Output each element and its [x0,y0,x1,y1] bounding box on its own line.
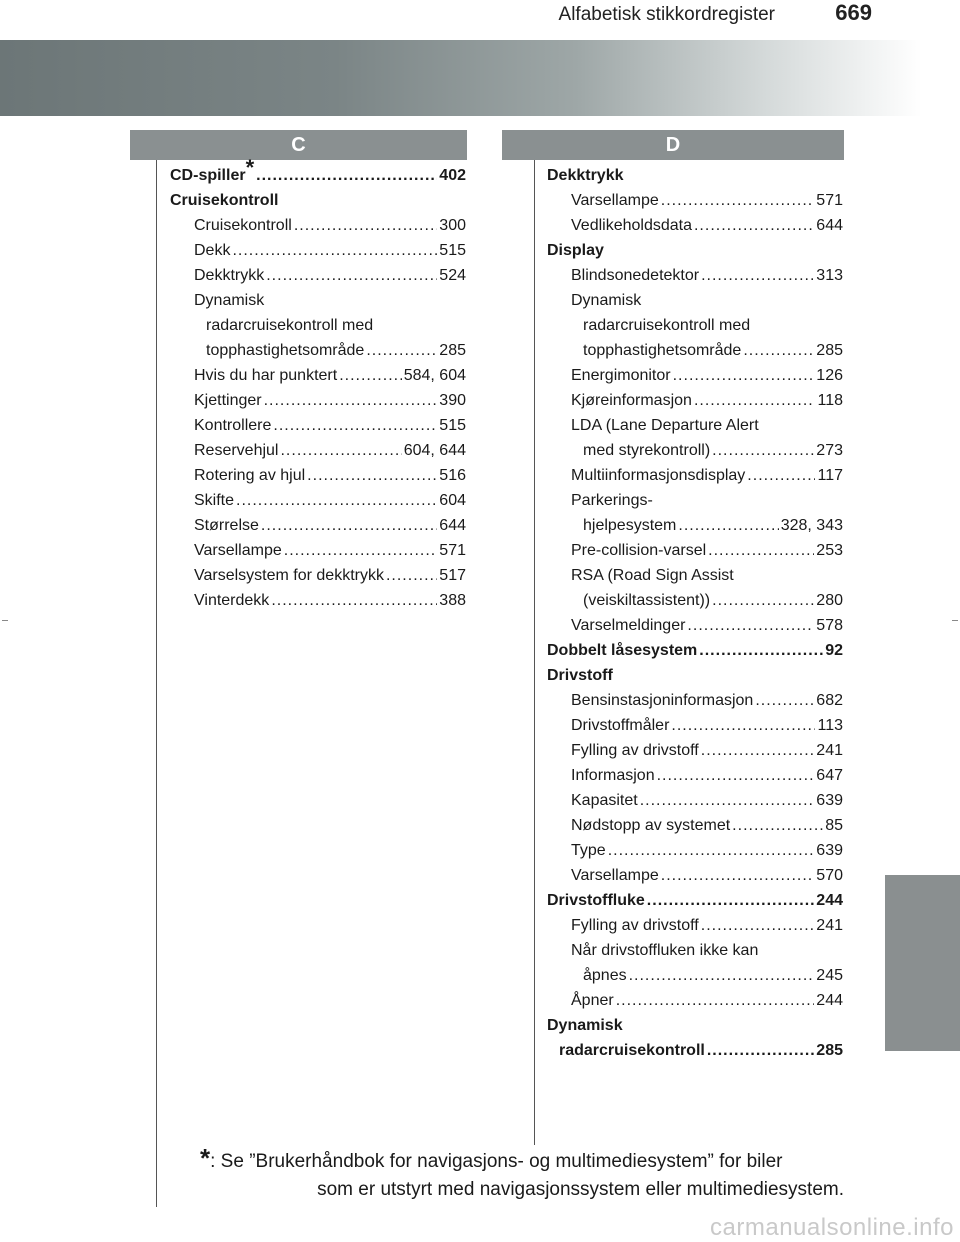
leader-dots [755,688,814,713]
index-entry-page: 285 [816,1042,843,1059]
section-thumb-tab [885,875,960,1051]
leader-dots [386,563,437,588]
index-entry-text: Parkerings- [571,492,653,509]
index-entry [170,438,466,463]
leader-dots [743,338,814,363]
header-band [0,40,960,116]
index-entry [547,313,843,338]
watermark: carmanualsonline.info [710,1214,954,1241]
index-entry [547,788,843,813]
leader-dots [284,538,438,563]
index-entry [547,438,843,463]
index-entry-page: 118 [817,392,843,409]
index-entry-text: Dekktrykk [194,267,265,284]
index-entry [547,563,843,588]
index-entry [170,463,466,488]
index-column-c [170,154,466,613]
index-entry [547,288,843,313]
leader-dots [707,1038,814,1063]
index-entry-text: Drivstoffmåler [571,717,670,734]
footnote-line-1 [200,1144,844,1176]
column-heading-d: D [502,130,844,160]
index-entry-text: topphastighetsområde [583,342,742,359]
leader-dots [701,913,815,938]
footnote-mark: * [200,1143,211,1173]
index-entry [547,863,843,888]
index-entry-page: 604 [439,492,466,509]
index-entry-text: Skifte [194,492,235,509]
index-entry-text: Vedlikeholdsdata [571,217,692,234]
column-rule-c [156,160,157,1207]
index-entry-page: 285 [816,342,843,359]
index-entry [170,538,466,563]
index-entry [547,838,843,863]
index-entry [547,663,843,688]
index-entry [547,938,843,963]
index-entry-text: Når drivstoffluken ikke kan [571,942,759,959]
index-entry-page: 515 [439,417,466,434]
index-entry-text: Dekk [194,242,231,259]
index-entry [547,688,843,713]
index-entry-text: Kapasitet [571,792,638,809]
index-entry-page: 253 [816,542,843,559]
index-entry [547,963,843,988]
leader-dots [266,263,437,288]
index-entry [170,513,466,538]
index-entry-page: 644 [439,517,466,534]
index-entry [547,638,843,663]
index-entry-page: 402 [439,167,466,184]
index-entry-page: 390 [439,392,466,409]
index-entry-text: Kjøreinformasjon [571,392,692,409]
index-entry-page: 245 [816,967,843,984]
leader-dots [694,388,816,413]
leader-dots [687,613,814,638]
index-entry-text: Display [547,242,604,259]
index-entry-page: 516 [439,467,466,484]
leader-dots [280,438,401,463]
index-entry-text: Fylling av drivstoff [571,742,699,759]
leader-dots [732,813,823,838]
index-entry-text: RSA (Road Sign Assist [571,567,734,584]
index-entry-page: 571 [439,542,466,559]
leader-dots [657,763,815,788]
index-entry-page: 524 [439,267,466,284]
column-rule-d [534,160,535,1145]
index-entry [547,488,843,513]
index-entry [547,988,843,1013]
index-entry-text: Varselmeldinger [571,617,686,634]
leader-dots [661,863,815,888]
footnote-text-1: : Se ”Brukerhåndbok for navigasjons- og multimediesystem” for biler [210,1151,783,1172]
page-header-title: Alfabetisk stikkordregister [558,4,775,25]
index-entry-text: Dynamisk [194,292,265,309]
index-entry [547,738,843,763]
margin-tick-left [2,620,8,621]
footnote-reference: * [245,154,255,180]
index-entry [170,263,466,288]
index-entry-text: LDA (Lane Departure Alert [571,417,759,434]
index-entry-page: 517 [439,567,466,584]
index-entry-text: Dynamisk [571,292,642,309]
index-entry-page: 639 [816,792,843,809]
index-entry [547,213,843,238]
index-entry [170,338,466,363]
leader-dots [232,238,437,263]
leader-dots [640,788,815,813]
index-entry-page: 117 [817,467,843,484]
top-bar [0,0,960,32]
index-entry [170,388,466,413]
index-entry [170,313,466,338]
index-entry-text: Varselsystem for dekktrykk [194,567,384,584]
footnote [200,1144,844,1204]
index-entry [170,563,466,588]
index-entry-text: Hvis du har punktert [194,367,338,384]
index-entry-text: Vinterdekk [194,592,270,609]
page-number: 669 [835,0,872,25]
index-entry [547,413,843,438]
index-entry-text: Informasjon [571,767,655,784]
index-entry-text: Cruisekontroll [194,217,292,234]
index-entry [170,588,466,613]
index-entry-page: 388 [439,592,466,609]
index-entry [547,888,843,913]
index-column-d [547,163,843,1063]
index-entry [547,713,843,738]
index-entry-text: CD-spiller* [170,154,255,184]
index-entry-page: 515 [439,242,466,259]
index-entry-text: (veiskiltassistent)) [583,592,711,609]
leader-dots [673,363,815,388]
index-entry-text: Blindsonedetektor [571,267,700,284]
index-entry-page: 644 [816,217,843,234]
index-entry-page: 570 [816,867,843,884]
index-entry-page: 126 [816,367,843,384]
margin-tick-right [952,620,958,621]
index-entry [547,263,843,288]
leader-dots [747,463,815,488]
index-entry [547,338,843,363]
leader-dots [256,163,437,188]
index-entry [547,463,843,488]
index-entry-page: 578 [816,617,843,634]
leader-dots [678,513,778,538]
index-entry [547,1038,843,1063]
index-entry-text: Reservehjul [194,442,279,459]
index-entry [547,613,843,638]
index-entry-page: 241 [816,917,843,934]
index-entry-text: Størrelse [194,517,259,534]
leader-dots [708,538,814,563]
index-entry-page: 584, 604 [403,367,466,384]
leader-dots [671,713,815,738]
index-entry-page: 300 [439,217,466,234]
index-entry-page: 244 [816,992,843,1009]
index-entry-page: 280 [816,592,843,609]
index-entry-text: Varsellampe [194,542,282,559]
index-entry [170,213,466,238]
leader-dots [661,188,815,213]
index-entry-text: Type [571,842,606,859]
leader-dots [339,363,402,388]
index-entry-text: Dynamisk [547,1017,623,1034]
index-entry [170,238,466,263]
index-entry [547,363,843,388]
index-entry [170,413,466,438]
index-entry [547,163,843,188]
index-entry-text: med styrekontroll) [583,442,711,459]
index-entry-page: 273 [816,442,843,459]
index-entry-page: 647 [816,767,843,784]
leader-dots [629,963,815,988]
index-entry-text: hjelpesystem [583,517,677,534]
leader-dots [694,213,814,238]
index-entry-page: 85 [825,817,843,834]
index-entry-text: Cruisekontroll [170,192,279,209]
index-entry-page: 604, 644 [403,442,466,459]
leader-dots [616,988,815,1013]
index-entry-text: Kjettinger [194,392,262,409]
leader-dots [647,888,815,913]
leader-dots [608,838,815,863]
index-entry [170,154,466,188]
footnote-line-2: som er utstyrt med navigasjonssystem eller multimediesystem. [317,1179,844,1200]
index-entry [547,388,843,413]
index-entry-text: Bensinstasjoninformasjon [571,692,754,709]
index-entry-text: Dobbelt låsesystem [547,642,698,659]
index-entry-text: radarcruisekontroll med [583,317,751,334]
leader-dots [236,488,437,513]
index-entry-text: Multiinformasjonsdisplay [571,467,746,484]
index-entry-page: 241 [816,742,843,759]
index-entry-text: Fylling av drivstoff [571,917,699,934]
leader-dots [701,738,815,763]
leader-dots [307,463,437,488]
index-entry [547,913,843,938]
index-entry-text: radarcruisekontroll [559,1042,705,1059]
index-entry [547,813,843,838]
index-entry [547,1013,843,1038]
index-entry [547,513,843,538]
index-entry-text: Nødstopp av systemet [571,817,731,834]
leader-dots [701,263,814,288]
index-entry [547,588,843,613]
index-entry-page: 682 [816,692,843,709]
index-entry-text: Energimonitor [571,367,671,384]
index-entry-page: 113 [817,717,843,734]
index-entry [170,188,466,213]
index-entry-page: 244 [816,892,843,909]
leader-dots [712,438,814,463]
index-entry [170,488,466,513]
index-entry-text: Drivstoffluke [547,892,645,909]
index-entry [170,288,466,313]
leader-dots [294,213,437,238]
index-entry-page: 328, 343 [780,517,843,534]
index-entry-text: Varsellampe [571,192,659,209]
index-entry-page: 571 [816,192,843,209]
index-entry-text: Dekktrykk [547,167,624,184]
index-entry-page: 639 [816,842,843,859]
index-entry-text: Kontrollere [194,417,272,434]
leader-dots [366,338,437,363]
index-entry-text: radarcruisekontroll med [206,317,374,334]
index-entry-text: Åpner [571,992,614,1009]
leader-dots [273,413,437,438]
index-entry [170,363,466,388]
index-entry-text: åpnes [583,967,627,984]
leader-dots [699,638,823,663]
index-entry-text: Varsellampe [571,867,659,884]
leader-dots [271,588,437,613]
index-entry [547,763,843,788]
index-entry [547,238,843,263]
index-entry-text: Pre-collision-varsel [571,542,707,559]
leader-dots [264,388,438,413]
index-entry-page: 285 [439,342,466,359]
index-entry [547,538,843,563]
index-entry-page: 92 [825,642,843,659]
leader-dots [261,513,437,538]
index-entry-text: Drivstoff [547,667,613,684]
leader-dots [712,588,814,613]
column-heading-c: C [130,130,467,160]
index-entry-page: 313 [816,267,843,284]
index-entry-text: Rotering av hjul [194,467,306,484]
index-entry-text: topphastighetsområde [206,342,365,359]
index-entry [547,188,843,213]
